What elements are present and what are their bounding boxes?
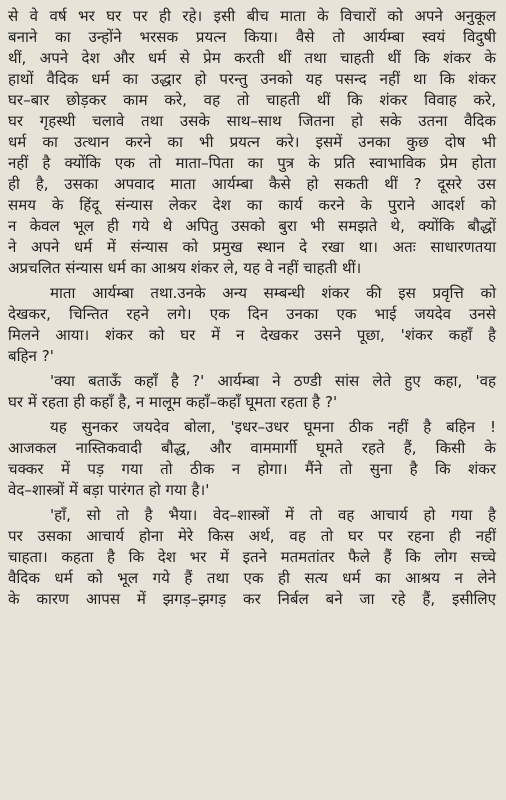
text-line: ने अपने धर्म में संन्यास को प्रमुख स्थान दे रखा था। अतः साधारणतया: [8, 238, 496, 256]
text-line: बनाने का उन्होंने भरसक प्रयत्न किया। वैसे तो आर्यम्बा स्वयं विदुषी: [8, 28, 496, 46]
text-line: बहिन ?': [8, 347, 54, 365]
text-line: थीं, अपने देश और धर्म से प्रेम करती थीं तथा चाहती थीं कि शंकर के: [8, 49, 496, 67]
paragraph-1: [8, 6, 496, 279]
text-line: चाहता। कहता है कि देश भर में इतने मतमतांतर फैले हैं कि लोग सच्चे: [8, 548, 496, 566]
text-line: 'क्या बताऊँ कहाँ है ?' आर्यम्बा ने ठण्डी सांस लेते हुए कहा, 'वह: [50, 372, 496, 390]
text-line: यह सुनकर जयदेव बोला, 'इधर–उधर घूमना ठीक नहीं है बहिन !: [50, 418, 496, 436]
text-line: मिलने आया। शंकर को घर में न देखकर उसने पूछा, 'शंकर कहाँ है: [8, 326, 496, 344]
paragraph-5: [8, 505, 496, 610]
text-line: वैदिक धर्म को भूल गये हैं तथा एक ही सत्य धर्म का आश्रय न लेने: [8, 569, 496, 587]
text-line: अप्रचलित संन्यास धर्म का आश्रय शंकर ले, यह वे नहीं चाहती थीं।: [8, 259, 362, 277]
text-line: माता आर्यम्बा तथा.उनके अन्य सम्बन्धी शंकर की इस प्रवृत्ति को: [50, 284, 496, 302]
text-line: आजकल नास्तिकवादी बौद्ध, और वाममार्गी घूमते रहते हैं, किसी के: [8, 439, 496, 457]
text-line: समय के हिंदू संन्यास लेकर देश का कार्य करने के पुराने आदर्श को: [8, 196, 496, 214]
text-line: घर में रहता ही कहाँ है, न मालूम कहाँ–कहाँ घूमता रहता है ?': [8, 393, 338, 411]
text-line: 'हाँ, सो तो है भैया। वेद–शास्त्रों में तो वह आचार्य हो गया है: [50, 506, 496, 524]
text-line: हाथों वैदिक धर्म का उद्धार हो परन्तु उनको यह पसन्द नहीं था कि शंकर: [8, 70, 496, 88]
text-line: घर गृहस्थी चलावे तथा उसके साथ–साथ जितना हो सके उतना वैदिक: [8, 112, 496, 130]
paragraph-2: [8, 283, 496, 367]
text-line: नहीं है क्योंकि एक तो माता–पिता का पुत्र के प्रति स्वाभाविक प्रेम होता: [8, 154, 496, 172]
text-line: वेद–शास्त्रों में बड़ा पारंगत हो गया है।': [8, 481, 210, 499]
paragraph-4: [8, 417, 496, 501]
text-line: से वे वर्ष भर घर पर ही रहे। इसी बीच माता के विचारों को अपने अनुकूल: [8, 7, 496, 25]
text-line: ही है, उसका अपवाद माता आर्यम्बा कैसे हो सकती थीं ? दूसरे उस: [8, 175, 496, 193]
text-line: चक्कर में पड़ गया तो ठीक न होगा। मैंने तो सुना है कि शंकर: [8, 460, 496, 478]
text-line: पर उसका आचार्य होना मेरे किस अर्थ, वह तो घर पर रहना ही नहीं: [8, 527, 496, 545]
text-line: घर–बार छोड़कर काम करे, वह तो चाहती थीं कि शंकर विवाह करे,: [8, 91, 496, 109]
text-line: धर्म का उत्थान करने का भी प्रयत्न करे। इसमें उनका कुछ दोष भी: [8, 133, 496, 151]
paragraph-3: [8, 371, 496, 413]
text-line: न केवल भूल ही गये थे अपितु उसको बुरा भी समझते थे, क्योंकि बौद्धों: [8, 217, 496, 235]
text-line: देखकर, चिन्तित रहने लगे। एक दिन उनका एक भाई जयदेव उनसे: [8, 305, 496, 323]
text-line: के कारण आपस में झगड़–झगड़ कर निर्बल बने जा रहे हैं, इसीलिए: [8, 590, 496, 608]
